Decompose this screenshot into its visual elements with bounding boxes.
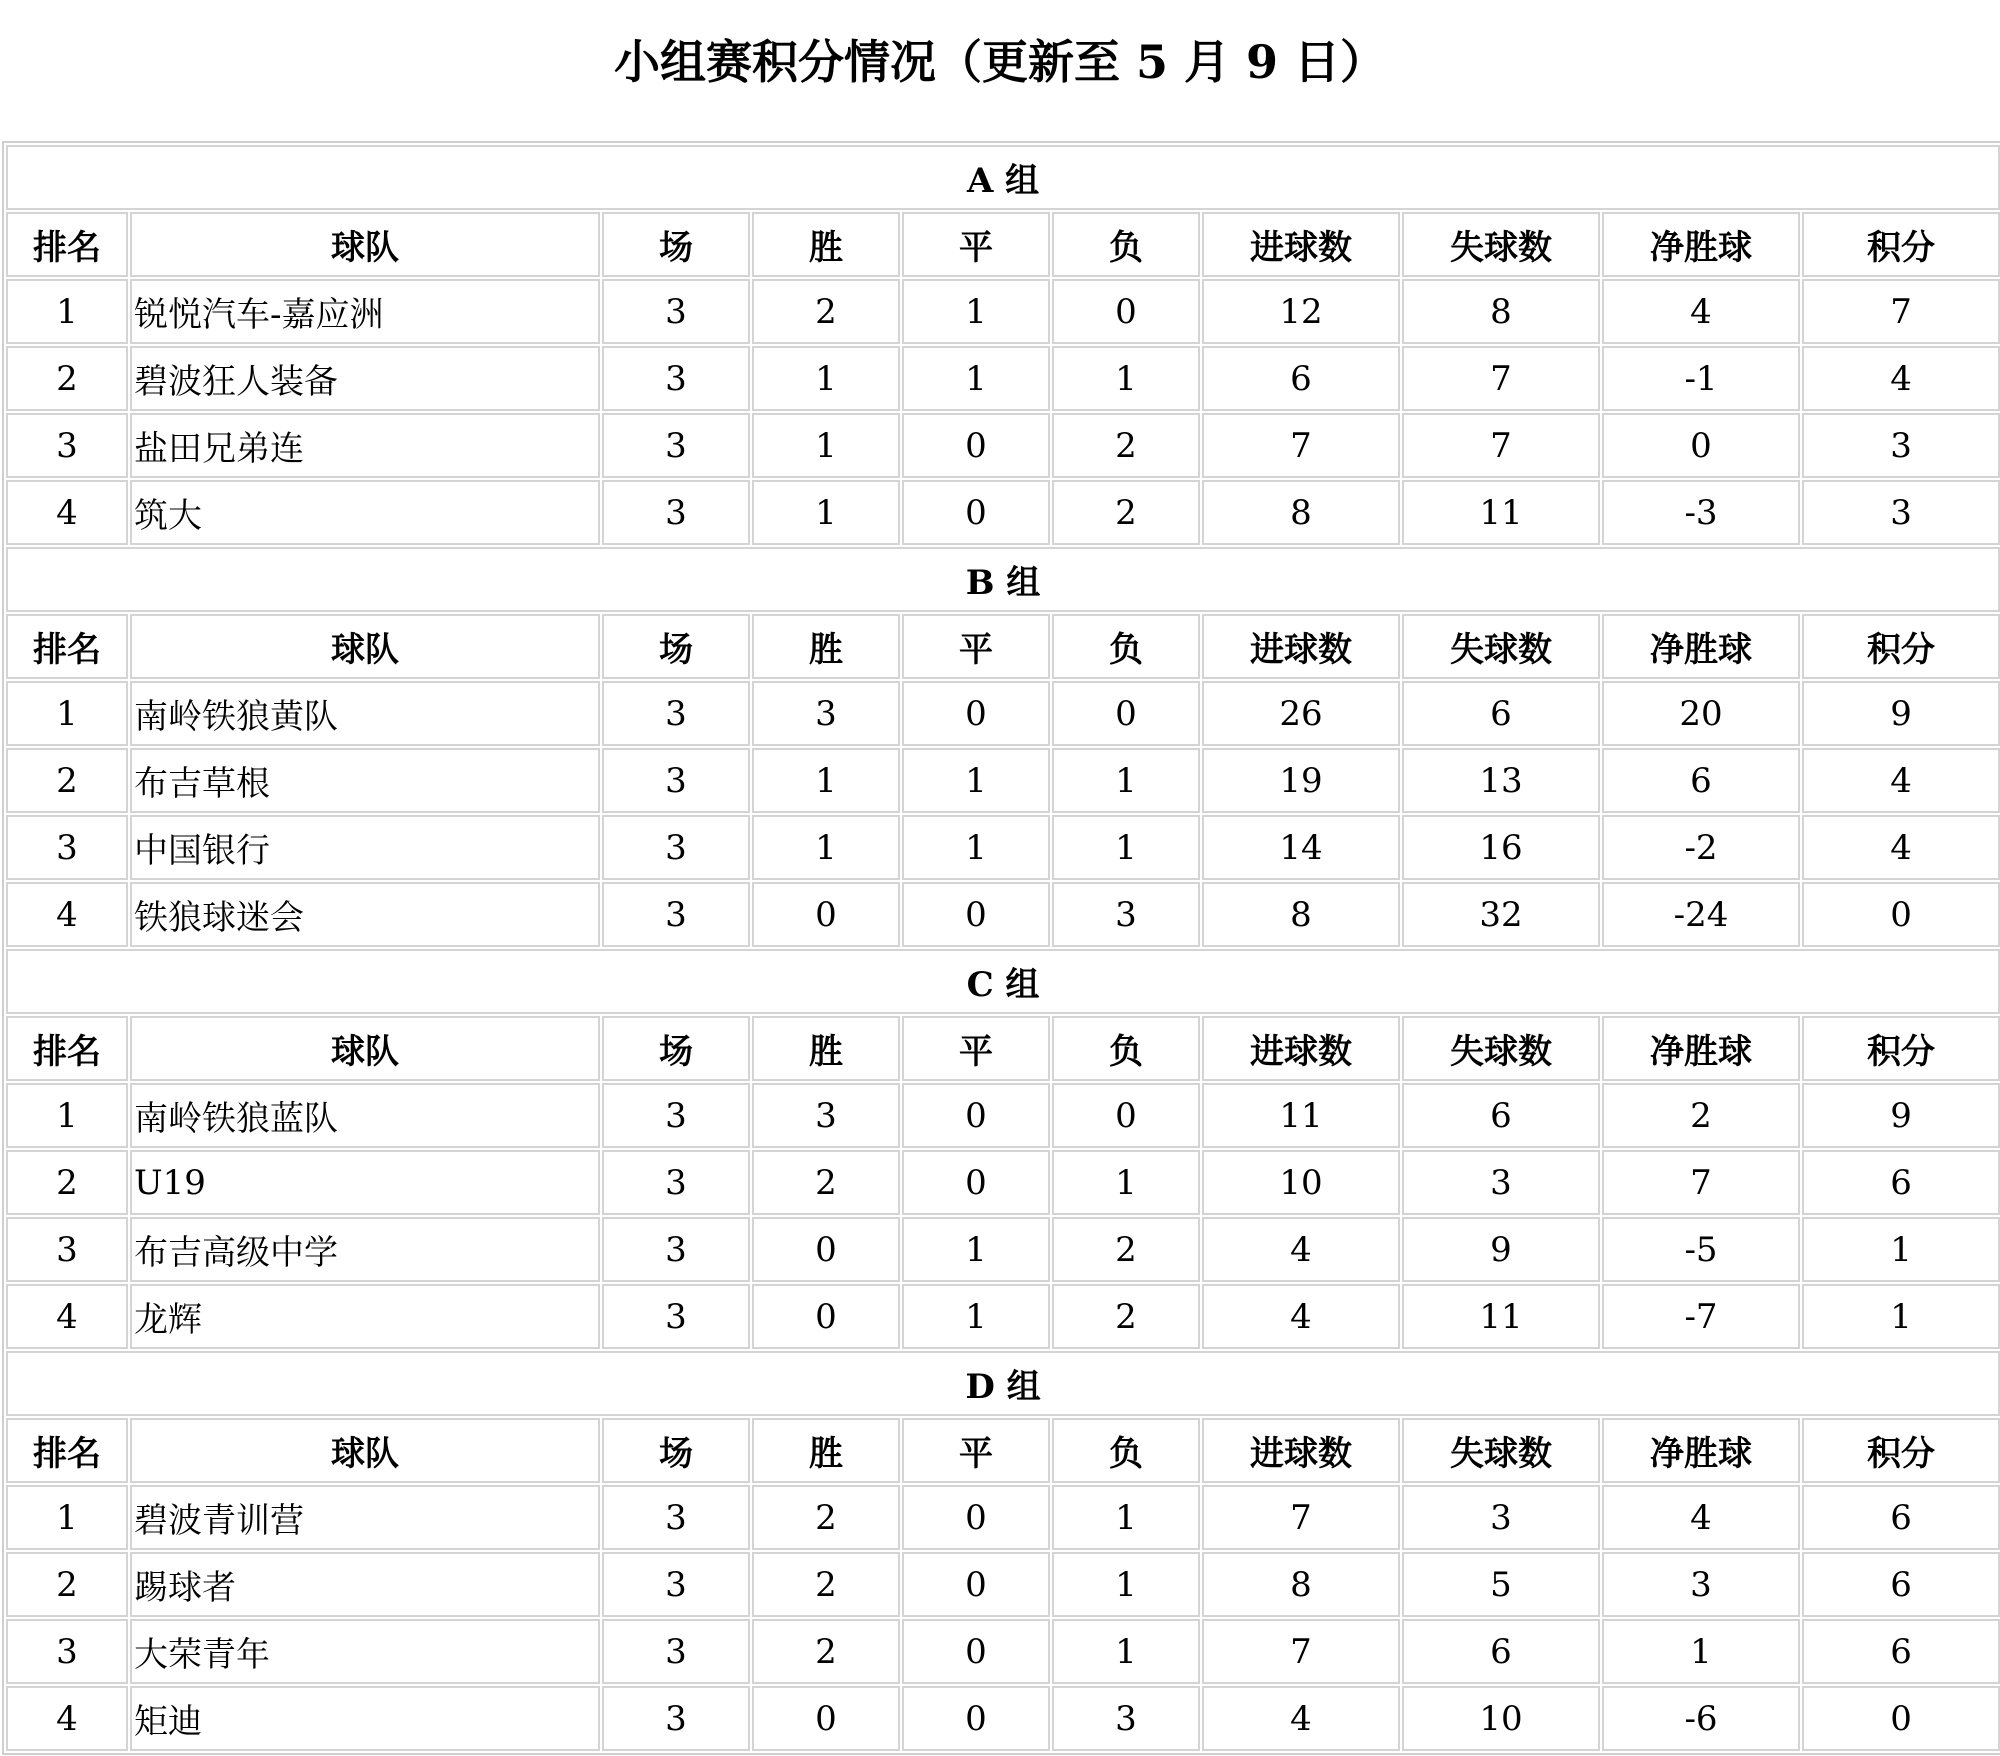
column-header: 积分: [1802, 1418, 2000, 1483]
stat-cell: 11: [1402, 1284, 1600, 1349]
group-title: C 组: [6, 949, 2000, 1014]
group-title-row: [6, 145, 2000, 210]
stat-cell: 1: [1602, 1619, 1800, 1684]
column-header: 负: [1052, 212, 1200, 277]
stat-cell: 4: [6, 882, 128, 947]
stat-cell: 9: [1802, 1083, 2000, 1148]
column-header: 排名: [6, 212, 128, 277]
team-name-cell: 龙辉: [130, 1284, 600, 1349]
stat-cell: 11: [1402, 480, 1600, 545]
table-body: [6, 145, 2000, 1751]
column-header: 积分: [1802, 614, 2000, 679]
stat-cell: 4: [1802, 748, 2000, 813]
stat-cell: 1: [752, 346, 900, 411]
stat-cell: 8: [1202, 882, 1400, 947]
stat-cell: 1: [6, 1083, 128, 1148]
stat-cell: 1: [1052, 748, 1200, 813]
column-header: 进球数: [1202, 614, 1400, 679]
team-name-cell: 盐田兄弟连: [130, 413, 600, 478]
stat-cell: 6: [1402, 1083, 1600, 1148]
stat-cell: 6: [1602, 748, 1800, 813]
team-name-cell: 南岭铁狼蓝队: [130, 1083, 600, 1148]
stat-cell: 0: [902, 480, 1050, 545]
team-name-cell: 碧波狂人装备: [130, 346, 600, 411]
stat-cell: 6: [1802, 1552, 2000, 1617]
column-header-row: [6, 1016, 2000, 1081]
stat-cell: 7: [1202, 1619, 1400, 1684]
column-header: 失球数: [1402, 1016, 1600, 1081]
stat-cell: 0: [902, 1083, 1050, 1148]
table-row: [6, 1619, 2000, 1684]
column-header: 进球数: [1202, 212, 1400, 277]
stat-cell: 4: [1202, 1284, 1400, 1349]
table-row: [6, 681, 2000, 746]
table-row: [6, 882, 2000, 947]
table-row: [6, 1217, 2000, 1282]
team-name-cell: 布吉高级中学: [130, 1217, 600, 1282]
stat-cell: 3: [602, 1686, 750, 1751]
stat-cell: 2: [752, 279, 900, 344]
stat-cell: 2: [1052, 413, 1200, 478]
column-header: 场: [602, 1418, 750, 1483]
team-name-cell: 锐悦汽车-嘉应洲: [130, 279, 600, 344]
stat-cell: 3: [602, 279, 750, 344]
stat-cell: 3: [602, 681, 750, 746]
stat-cell: 3: [602, 815, 750, 880]
team-name-cell: 矩迪: [130, 1686, 600, 1751]
stat-cell: 2: [1052, 1217, 1200, 1282]
stat-cell: 4: [6, 1284, 128, 1349]
stat-cell: 4: [1802, 815, 2000, 880]
stat-cell: 6: [1202, 346, 1400, 411]
stat-cell: 3: [602, 1217, 750, 1282]
stat-cell: 3: [1402, 1485, 1600, 1550]
column-header: 场: [602, 614, 750, 679]
column-header: 平: [902, 1418, 1050, 1483]
stat-cell: 6: [1802, 1150, 2000, 1215]
stat-cell: 0: [902, 1150, 1050, 1215]
stat-cell: 19: [1202, 748, 1400, 813]
stat-cell: 11: [1202, 1083, 1400, 1148]
column-header: 平: [902, 614, 1050, 679]
stat-cell: 3: [1052, 1686, 1200, 1751]
stat-cell: 1: [6, 1485, 128, 1550]
stat-cell: -7: [1602, 1284, 1800, 1349]
stat-cell: 3: [6, 1217, 128, 1282]
stat-cell: 1: [1052, 1150, 1200, 1215]
stat-cell: 2: [1052, 1284, 1200, 1349]
stat-cell: -24: [1602, 882, 1800, 947]
stat-cell: 4: [1202, 1686, 1400, 1751]
group-title-row: [6, 1351, 2000, 1416]
stat-cell: 8: [1202, 1552, 1400, 1617]
stat-cell: 7: [1202, 413, 1400, 478]
column-header: 排名: [6, 614, 128, 679]
table-row: [6, 279, 2000, 344]
team-name-cell: 南岭铁狼黄队: [130, 681, 600, 746]
column-header: 平: [902, 1016, 1050, 1081]
column-header: 场: [602, 212, 750, 277]
stat-cell: 0: [902, 1686, 1050, 1751]
group-title: B 组: [6, 547, 2000, 612]
stat-cell: 2: [6, 346, 128, 411]
stat-cell: 5: [1402, 1552, 1600, 1617]
stat-cell: 16: [1402, 815, 1600, 880]
stat-cell: 0: [752, 882, 900, 947]
stat-cell: 2: [1602, 1083, 1800, 1148]
column-header: 负: [1052, 1016, 1200, 1081]
stat-cell: 26: [1202, 681, 1400, 746]
stat-cell: 6: [1402, 1619, 1600, 1684]
stat-cell: 1: [1052, 815, 1200, 880]
column-header: 胜: [752, 1016, 900, 1081]
column-header: 球队: [130, 212, 600, 277]
table-row: [6, 748, 2000, 813]
column-header: 球队: [130, 1016, 600, 1081]
column-header: 净胜球: [1602, 614, 1800, 679]
stat-cell: 3: [1402, 1150, 1600, 1215]
column-header: 场: [602, 1016, 750, 1081]
stat-cell: 8: [1202, 480, 1400, 545]
stat-cell: 3: [752, 1083, 900, 1148]
stat-cell: 1: [902, 1217, 1050, 1282]
stat-cell: 3: [602, 413, 750, 478]
stat-cell: 1: [752, 748, 900, 813]
column-header: 平: [902, 212, 1050, 277]
stat-cell: 1: [902, 346, 1050, 411]
stat-cell: 3: [602, 1552, 750, 1617]
stat-cell: 1: [902, 815, 1050, 880]
team-name-cell: 中国银行: [130, 815, 600, 880]
stat-cell: 2: [1052, 480, 1200, 545]
stat-cell: -1: [1602, 346, 1800, 411]
table-row: [6, 1150, 2000, 1215]
team-name-cell: 筑大: [130, 480, 600, 545]
column-header: 排名: [6, 1016, 128, 1081]
page-title: 小组赛积分情况（更新至 5 月 9 日）: [613, 35, 1387, 89]
group-title: D 组: [6, 1351, 2000, 1416]
stat-cell: 7: [1602, 1150, 1800, 1215]
stat-cell: 4: [1202, 1217, 1400, 1282]
stat-cell: 1: [902, 279, 1050, 344]
column-header: 负: [1052, 614, 1200, 679]
table-row: [6, 1083, 2000, 1148]
stat-cell: 4: [6, 1686, 128, 1751]
stat-cell: 0: [1052, 1083, 1200, 1148]
column-header: 失球数: [1402, 614, 1600, 679]
stat-cell: 1: [752, 413, 900, 478]
stat-cell: 3: [602, 1083, 750, 1148]
stat-cell: 32: [1402, 882, 1600, 947]
stat-cell: 2: [752, 1485, 900, 1550]
table-row: [6, 1485, 2000, 1550]
team-name-cell: 铁狼球迷会: [130, 882, 600, 947]
stat-cell: 4: [1802, 346, 2000, 411]
stat-cell: 1: [902, 748, 1050, 813]
stat-cell: 0: [752, 1284, 900, 1349]
stat-cell: 3: [602, 1150, 750, 1215]
column-header: 积分: [1802, 212, 2000, 277]
stat-cell: 3: [1602, 1552, 1800, 1617]
stat-cell: 4: [6, 480, 128, 545]
stat-cell: -5: [1602, 1217, 1800, 1282]
stat-cell: 6: [1802, 1485, 2000, 1550]
stat-cell: 7: [1402, 413, 1600, 478]
stat-cell: 1: [1802, 1217, 2000, 1282]
stat-cell: 3: [602, 346, 750, 411]
stat-cell: 0: [1802, 882, 2000, 947]
stat-cell: 2: [6, 1552, 128, 1617]
stat-cell: 3: [6, 815, 128, 880]
stat-cell: 3: [602, 748, 750, 813]
column-header: 球队: [130, 614, 600, 679]
stat-cell: 0: [902, 1619, 1050, 1684]
stat-cell: 0: [902, 681, 1050, 746]
table-row: [6, 1284, 2000, 1349]
stat-cell: 2: [752, 1150, 900, 1215]
stat-cell: 0: [1602, 413, 1800, 478]
table-row: [6, 346, 2000, 411]
stat-cell: 3: [6, 413, 128, 478]
stat-cell: 6: [1802, 1619, 2000, 1684]
stat-cell: 9: [1402, 1217, 1600, 1282]
column-header: 积分: [1802, 1016, 2000, 1081]
column-header: 负: [1052, 1418, 1200, 1483]
team-name-cell: U19: [130, 1150, 600, 1215]
stat-cell: 0: [752, 1686, 900, 1751]
table-row: [6, 1552, 2000, 1617]
stat-cell: 12: [1202, 279, 1400, 344]
column-header-row: [6, 1418, 2000, 1483]
stat-cell: 10: [1402, 1686, 1600, 1751]
stat-cell: -6: [1602, 1686, 1800, 1751]
stat-cell: 3: [602, 480, 750, 545]
stat-cell: 1: [1052, 1552, 1200, 1617]
column-header: 净胜球: [1602, 1418, 1800, 1483]
stat-cell: 0: [752, 1217, 900, 1282]
column-header: 胜: [752, 614, 900, 679]
column-header: 进球数: [1202, 1418, 1400, 1483]
team-name-cell: 碧波青训营: [130, 1485, 600, 1550]
stat-cell: 1: [6, 279, 128, 344]
column-header: 球队: [130, 1418, 600, 1483]
stat-cell: 14: [1202, 815, 1400, 880]
standings-table: [2, 141, 2000, 1755]
stat-cell: 0: [902, 882, 1050, 947]
stat-cell: 3: [1802, 413, 2000, 478]
stat-cell: 20: [1602, 681, 1800, 746]
stat-cell: 3: [1052, 882, 1200, 947]
stat-cell: 2: [752, 1619, 900, 1684]
stat-cell: 0: [902, 1485, 1050, 1550]
stat-cell: 1: [1052, 1619, 1200, 1684]
stat-cell: 2: [752, 1552, 900, 1617]
stat-cell: 0: [902, 1552, 1050, 1617]
stat-cell: 2: [6, 748, 128, 813]
stat-cell: 4: [1602, 279, 1800, 344]
group-title-row: [6, 949, 2000, 1014]
stat-cell: 3: [602, 882, 750, 947]
group-title: A 组: [6, 145, 2000, 210]
stat-cell: 1: [752, 815, 900, 880]
stat-cell: 13: [1402, 748, 1600, 813]
table-row: [6, 815, 2000, 880]
stat-cell: 4: [1602, 1485, 1800, 1550]
column-header: 净胜球: [1602, 1016, 1800, 1081]
stat-cell: 1: [1052, 346, 1200, 411]
stat-cell: -3: [1602, 480, 1800, 545]
stat-cell: 1: [1802, 1284, 2000, 1349]
table-row: [6, 1686, 2000, 1751]
column-header: 胜: [752, 212, 900, 277]
stat-cell: 0: [1802, 1686, 2000, 1751]
stat-cell: 3: [6, 1619, 128, 1684]
column-header: 排名: [6, 1418, 128, 1483]
team-name-cell: 大荣青年: [130, 1619, 600, 1684]
column-header: 进球数: [1202, 1016, 1400, 1081]
stat-cell: 3: [602, 1485, 750, 1550]
stat-cell: 2: [6, 1150, 128, 1215]
stat-cell: 1: [752, 480, 900, 545]
stat-cell: 3: [602, 1284, 750, 1349]
table-row: [6, 413, 2000, 478]
stat-cell: 8: [1402, 279, 1600, 344]
column-header: 净胜球: [1602, 212, 1800, 277]
stat-cell: 1: [902, 1284, 1050, 1349]
team-name-cell: 踢球者: [130, 1552, 600, 1617]
column-header-row: [6, 614, 2000, 679]
column-header: 失球数: [1402, 212, 1600, 277]
column-header-row: [6, 212, 2000, 277]
group-title-row: [6, 547, 2000, 612]
stat-cell: 1: [6, 681, 128, 746]
stat-cell: 0: [902, 413, 1050, 478]
column-header: 失球数: [1402, 1418, 1600, 1483]
stat-cell: 0: [1052, 279, 1200, 344]
stat-cell: 10: [1202, 1150, 1400, 1215]
stat-cell: 3: [602, 1619, 750, 1684]
stat-cell: 7: [1202, 1485, 1400, 1550]
stat-cell: 6: [1402, 681, 1600, 746]
column-header: 胜: [752, 1418, 900, 1483]
stat-cell: 0: [1052, 681, 1200, 746]
stat-cell: 1: [1052, 1485, 1200, 1550]
stat-cell: 3: [752, 681, 900, 746]
stat-cell: 9: [1802, 681, 2000, 746]
stat-cell: 3: [1802, 480, 2000, 545]
stat-cell: -2: [1602, 815, 1800, 880]
table-row: [6, 480, 2000, 545]
stat-cell: 7: [1802, 279, 2000, 344]
stat-cell: 7: [1402, 346, 1600, 411]
team-name-cell: 布吉草根: [130, 748, 600, 813]
